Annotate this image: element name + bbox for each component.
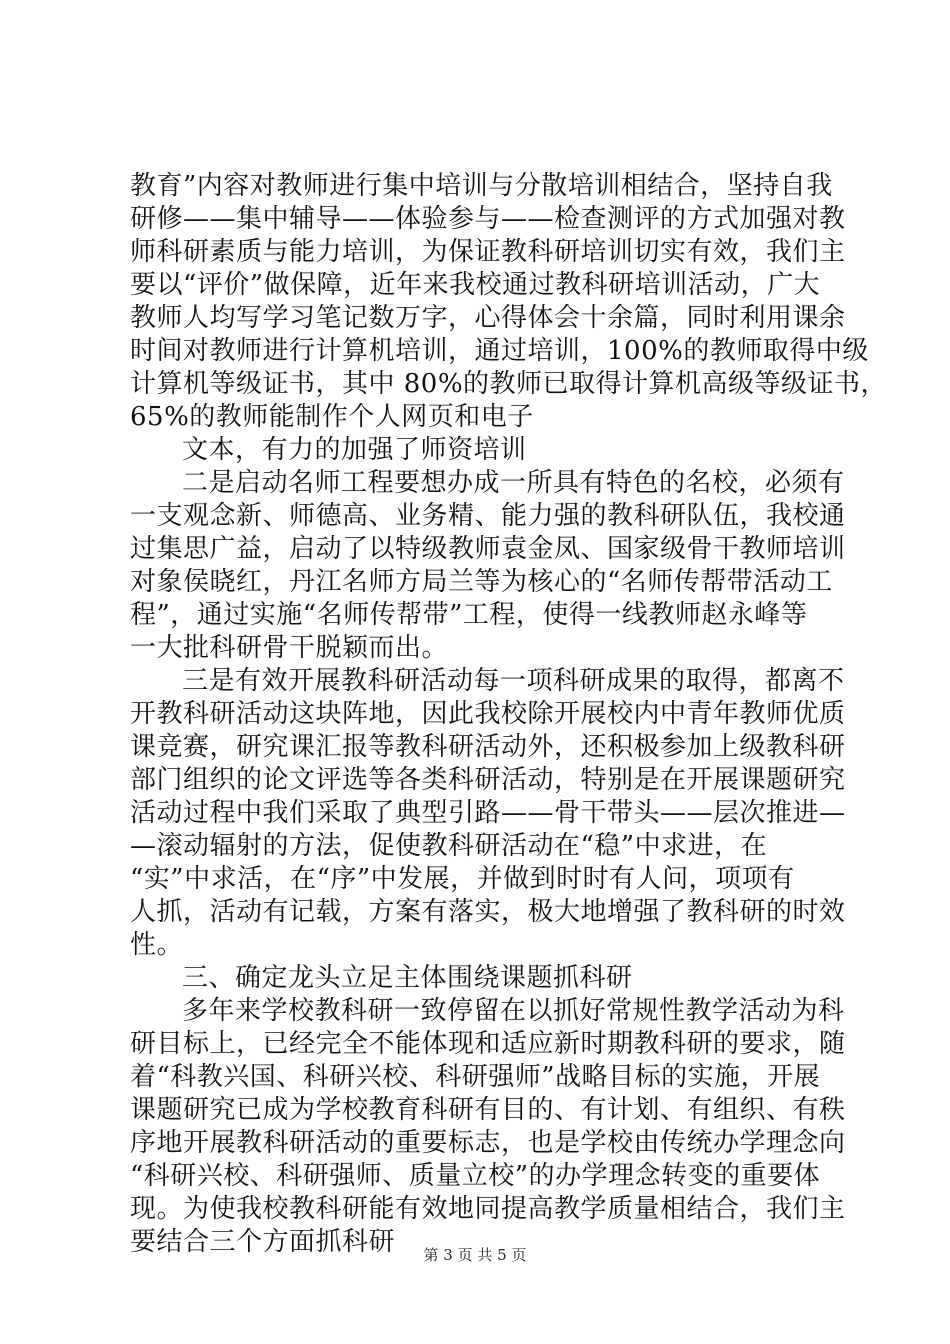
text-line: 要以“评价”做保障，近年来我校通过教科研培训活动，广大 [130, 270, 821, 300]
text-line: 要结合三个方面抓科研 [130, 1227, 396, 1257]
text-line: 师科研素质与能力培训，为保证教科研培训切实有效，我们主 [130, 237, 846, 267]
text-line: 一大批科研骨干脱颖而出。 [130, 633, 449, 663]
text-line: 课题研究已成为学校教育科研有目的、有计划、有组织、有秩 [130, 1095, 846, 1125]
text-line: 教师人均写学习笔记数万字，心得体会十余篇，同时利用课余 [130, 303, 846, 333]
text-line: 教育”内容对教师进行集中培训与分散培训相结合，坚持自我 [130, 171, 833, 201]
text-line: 65%的教师能制作个人网页和电子 [130, 402, 534, 432]
text-line: 现。为使我校教科研能有效地同提高教学质量相结合，我们主 [130, 1194, 846, 1224]
text-line: 二是启动名师工程要想办成一所具有特色的名校，必须有 [182, 468, 845, 498]
text-line: 过集思广益，启动了以特级教师袁金凤、国家级骨干教师培训 [130, 534, 846, 564]
text-line: —滚动辐射的方法，促使教科研活动在“稳”中求进，在 [130, 831, 768, 861]
text-line: 计算机等级证书，其中 80%的教师已取得计算机高级等级证书， [130, 369, 888, 399]
text-line: 程”，通过实施“名师传帮带”工程，使得一线教师赵永峰等 [130, 600, 808, 630]
text-line: 一支观念新、师德高、业务精、能力强的教科研队伍，我校通 [130, 501, 846, 531]
text-line: 时间对教师进行计算机培训，通过培训，100%的教师取得中级 [130, 336, 869, 366]
text-line: 研目标上，已经完全不能体现和适应新时期教科研的要求，随 [130, 1029, 846, 1059]
text-line: 性。 [130, 930, 184, 960]
text-line: 部门组织的论文评选等各类科研活动，特别是在开展课题研究 [130, 765, 846, 795]
text-line: 活动过程中我们采取了典型引路——骨干带头——层次推进— [130, 798, 846, 828]
text-line: 三、确定龙头立足主体围绕课题抓科研 [182, 963, 633, 993]
text-line: 序地开展教科研活动的重要标志，也是学校由传统办学理念向 [130, 1128, 846, 1158]
document-body [130, 170, 888, 1259]
text-line: 着“科教兴国、科研兴校、科研强师”战略目标的实施，开展 [130, 1062, 821, 1092]
text-line: 文本，有力的加强了师资培训 [182, 435, 527, 465]
text-line: 研修——集中辅导——体验参与——检查测评的方式加强对教 [130, 204, 846, 234]
text-line: 对象侯晓红，丹江名师方局兰等为核心的“名师传帮带活动工 [130, 567, 833, 597]
text-line: 三是有效开展教科研活动每一项科研成果的取得，都离不 [182, 666, 845, 696]
text-line: 课竞赛，研究课汇报等教科研活动外，还积极参加上级教科研 [130, 732, 846, 762]
text-line: “实”中求活，在“序”中发展，并做到时时有人问，项项有 [130, 864, 795, 894]
text-line: 开教科研活动这块阵地，因此我校除开展校内中青年教师优质 [130, 699, 846, 729]
text-line: 多年来学校教科研一致停留在以抓好常规性教学活动为科 [182, 996, 845, 1026]
page-number-footer: 第 3 页 共 5 页 [423, 1246, 527, 1264]
text-line: 人抓，活动有记载，方案有落实，极大地增强了教科研的时效 [130, 897, 846, 927]
text-line: “科研兴校、科研强师、质量立校”的办学理念转变的重要体 [130, 1161, 821, 1191]
